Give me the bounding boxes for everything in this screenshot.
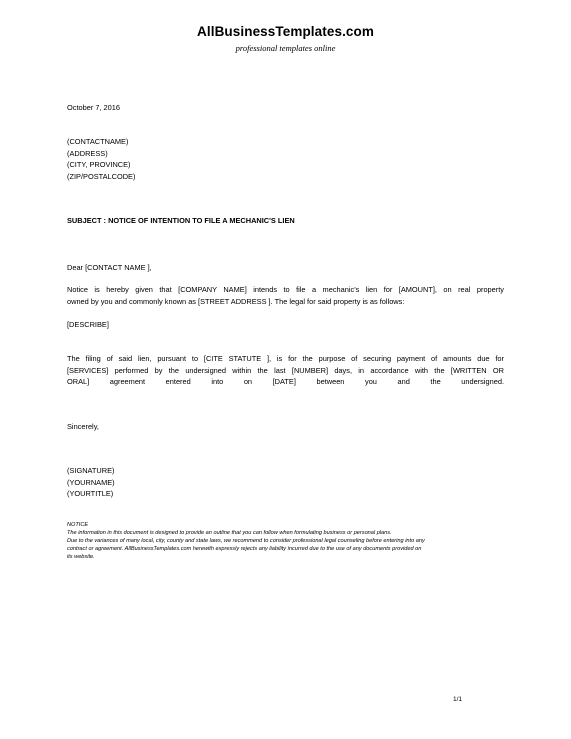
- notice-line: Due to the variances of many local, city, county and state laws, we recommend to consider professional legal counseling before entering into any: [67, 537, 425, 544]
- signature-block: [67, 465, 504, 500]
- notice-line: its website.: [67, 553, 95, 560]
- letter-salutation: Dear [CONTACT NAME ],: [67, 263, 152, 272]
- legal-notice: [67, 522, 507, 562]
- paragraph-line: [SERVICES] performed by the undersigned within the last [NUMBER] days, in accordance with the [WRITTEN OR: [67, 365, 504, 375]
- signature-line: (SIGNATURE): [67, 466, 115, 475]
- notice-title: NOTICE: [67, 522, 89, 528]
- letter-subject: SUBJECT : NOTICE OF INTENTION TO FILE A MECHANIC'S LIEN: [67, 216, 295, 225]
- recipient-address: (ADDRESS): [67, 148, 108, 158]
- notice-line: The information in this document is designed to provide an outline that you can follow when formulating business or personal plans.: [67, 529, 392, 536]
- paragraph-notice: [67, 284, 504, 307]
- notice-line: contract or agreement. AllBusinessTemplates.com herewith expressly rejects any liability incurred due to the use of any documents provided on: [67, 545, 422, 552]
- paragraph-line: ORAL] agreement entered into on [DATE] between you and the undersigned.: [67, 377, 504, 387]
- recipient-city: (CITY, PROVINCE): [67, 160, 131, 170]
- brand-logo-text: AllBusinessTemplates.com: [197, 24, 374, 39]
- letter-closing: Sincerely,: [67, 422, 99, 431]
- describe-placeholder: [DESCRIBE]: [67, 320, 109, 329]
- page-number: 1/1: [453, 696, 463, 703]
- paragraph-line: owned by you and commonly known as [STREET ADDRESS ]. The legal for said property is as follows:: [67, 296, 405, 306]
- paragraph-line: The filing of said lien, pursuant to [CITE STATUTE ], is for the purpose of securing payment of amounts due for: [67, 354, 504, 363]
- document-header: [0, 24, 571, 53]
- signer-title: (YOURTITLE): [67, 489, 114, 499]
- recipient-block: [67, 136, 504, 182]
- recipient-name: (CONTACTNAME): [67, 137, 129, 146]
- recipient-zip: (ZIP/POSTALCODE): [67, 171, 136, 181]
- letter-date: October 7, 2016: [67, 103, 121, 112]
- signer-name: (YOURNAME): [67, 477, 115, 487]
- paragraph-line: Notice is hereby given that [COMPANY NAME] intends to file a mechanic's lien for [AMOUNT], on real property: [67, 285, 504, 294]
- paragraph-filing: [67, 353, 504, 388]
- brand-tagline: professional templates online: [235, 43, 336, 53]
